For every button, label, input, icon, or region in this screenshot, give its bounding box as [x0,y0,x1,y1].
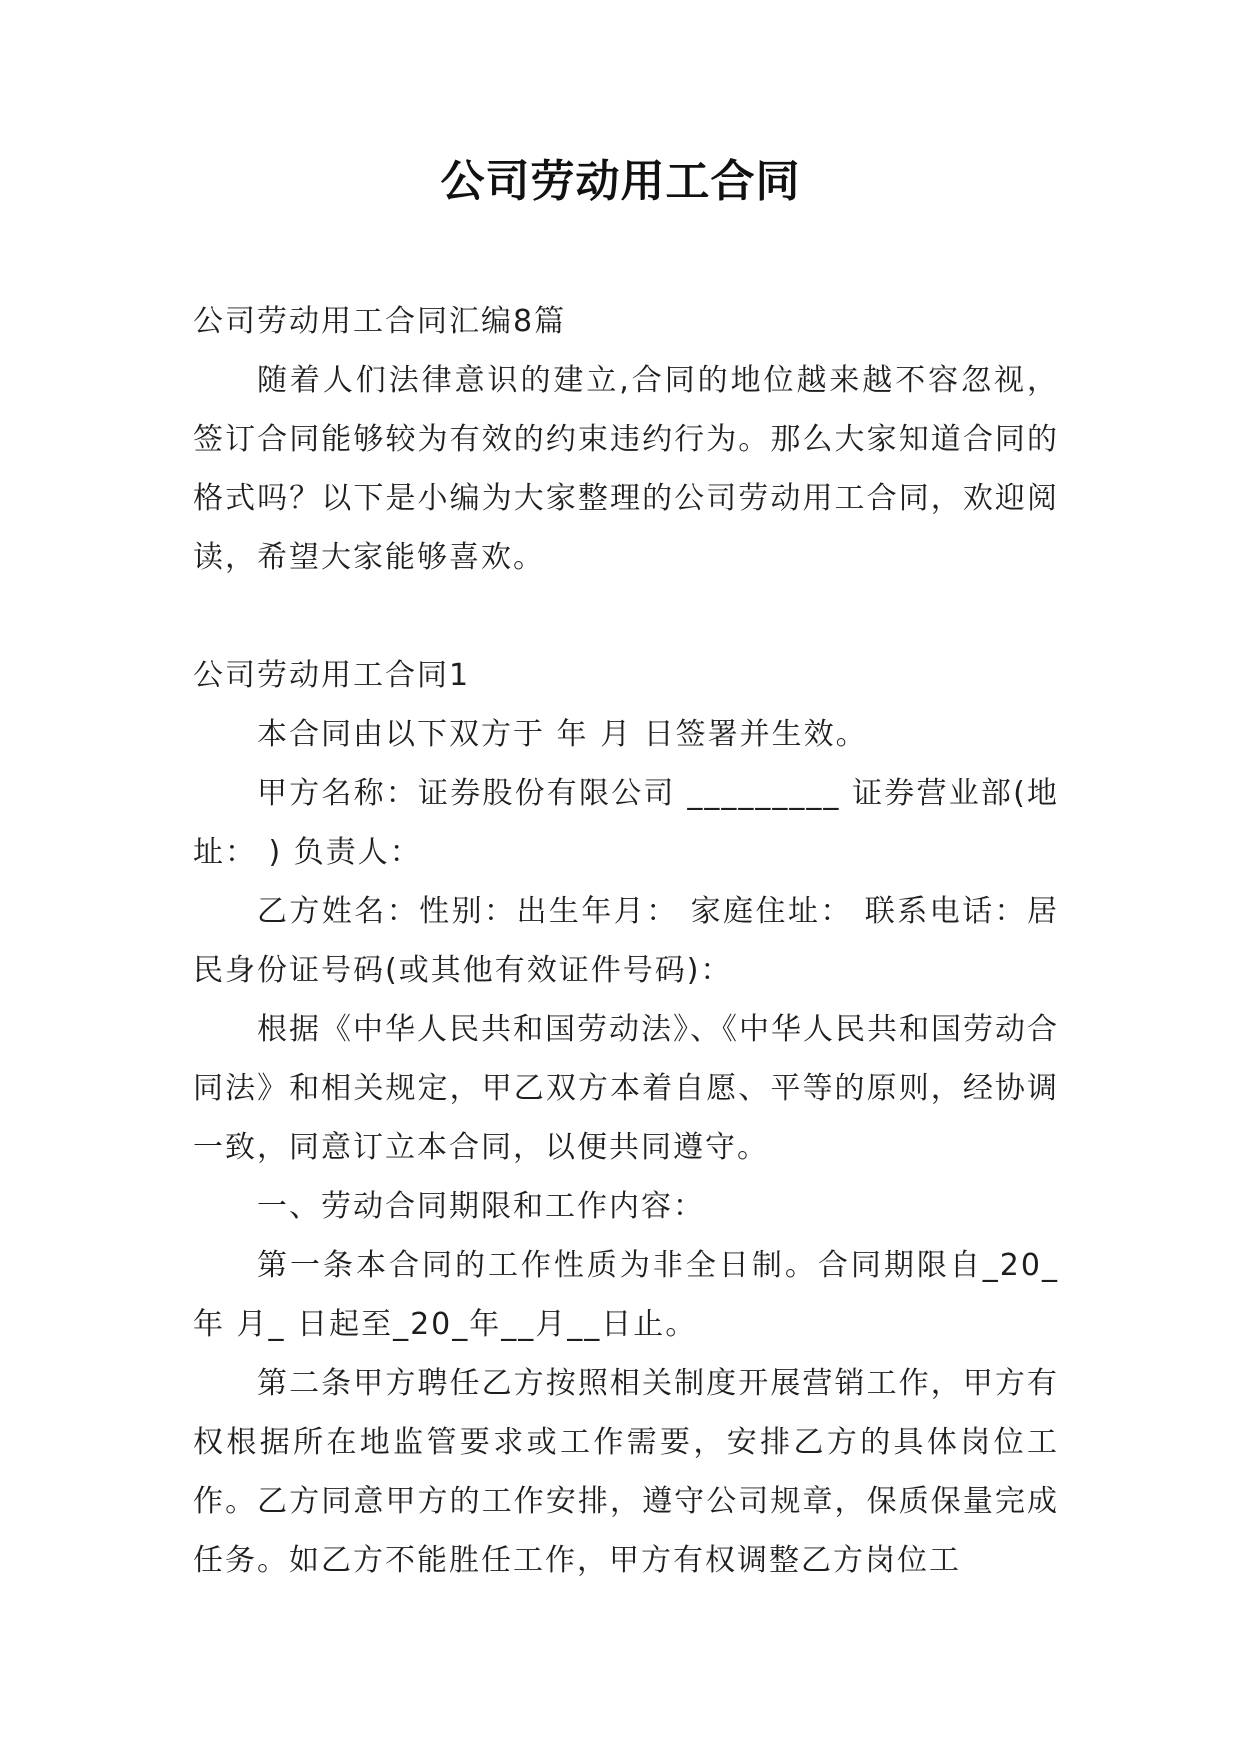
legal-basis-paragraph: 根据《中华人民共和国劳动法》、《中华人民共和国劳动合同法》和相关规定，甲乙双方本着自愿、平等的原则，经协调一致，同意订立本合同，以便共同遵守。 [193,1012,1059,1165]
document-title: 公司劳动用工合同 [440,156,801,207]
document-body [193,292,1059,1590]
contract-date-paragraph: 本合同由以下双方于 年 月 日签署并生效。 [257,717,868,752]
document-subtitle: 公司劳动用工合同汇编8篇 [193,304,567,339]
intro-paragraph: 随着人们法律意识的建立,合同的地位越来越不容忽视，签订合同能够较为有效的约束违约行为。那么大家知道合同的格式吗？以下是小编为大家整理的公司劳动用工合同，欢迎阅读，希望大家能够喜欢。 [193,363,1059,575]
paragraph-gap [193,587,1059,646]
chapter-one-heading: 一、劳动合同期限和工作内容： [257,1189,705,1224]
party-b-paragraph: 乙方姓名：性别：出生年月： 家庭住址： 联系电话：居民身份证号码(或其他有效证件号码)： [193,894,1059,988]
article-one-paragraph: 第一条本合同的工作性质为非全日制。合同期限自_20_年 月_ 日起至_20_年__月__日止。 [193,1248,1059,1342]
article-two-paragraph: 第二条甲方聘任乙方按照相关制度开展营销工作，甲方有权根据所在地监管要求或工作需要，安排乙方的具体岗位工作。乙方同意甲方的工作安排，遵守公司规章，保质保量完成任务。如乙方不能胜任工作，甲方有权调整乙方岗位工 [193,1366,1059,1578]
section-heading: 公司劳动用工合同1 [193,658,471,693]
party-a-paragraph: 甲方名称：证券股份有限公司 _________ 证券营业部(地址： ) 负责人： [193,776,1059,870]
